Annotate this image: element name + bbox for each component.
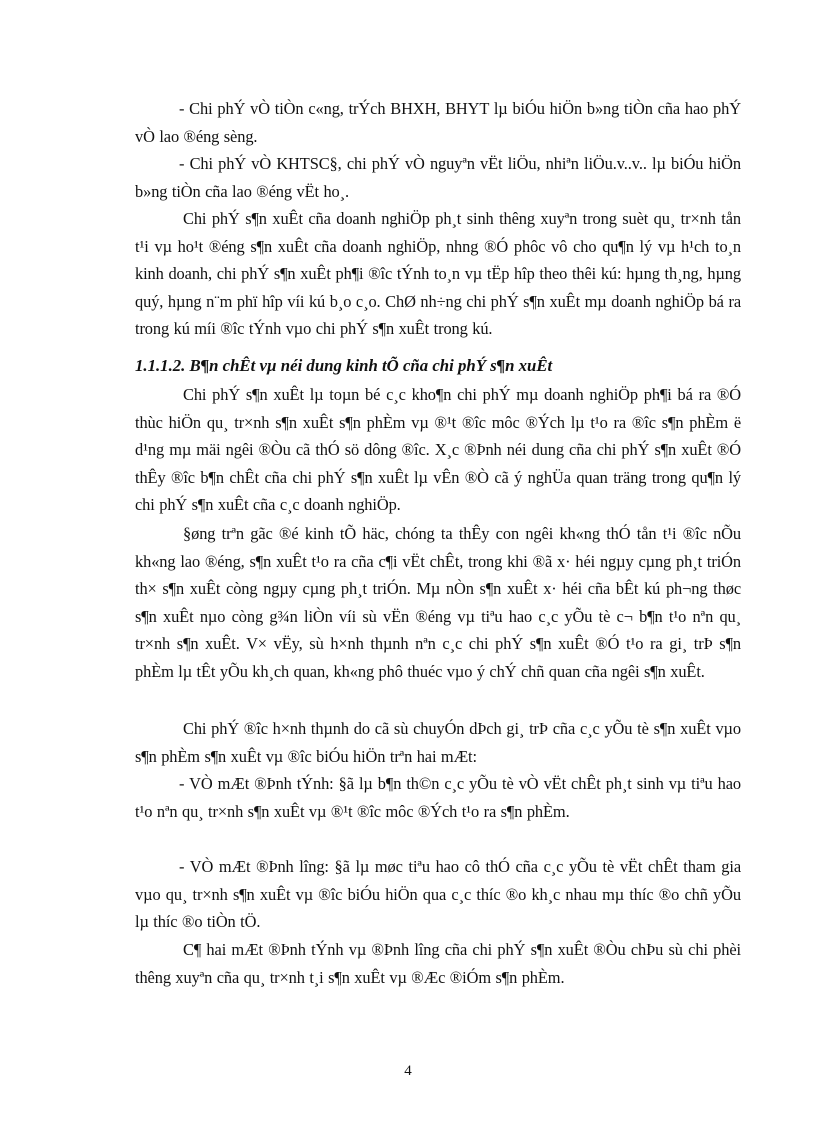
- page-number: 4: [404, 1063, 412, 1079]
- paragraph-labor-cost: - Chi phÝ vÒ tiÒn c«ng, trÝch BHXH, BHYT lµ biÓu hiÖn b»ng tiÒn cña hao phÝ vÒ lao ®éng sèng.: [135, 99, 741, 146]
- paragraph-both-aspects: C¶ hai mÆt ®Þnh tÝnh vµ ®Þnh lîng cña chi phÝ s¶n xuÊt ®Òu chÞu sù chi phèi thêng xuyªn cña qu¸ tr×nh t¸i s¶n xuÊt vµ ®Æc ®iÓm s¶n phÈm.: [135, 940, 741, 987]
- paragraph-materialized-labor: - Chi phÝ vÒ KHTSC§, chi phÝ vÒ nguyªn vËt liÖu, nhiªn liÖu.v..v.. lµ biÓu hiÖn b»ng tiÒn cña lao ®éng vËt ho¸.: [135, 154, 741, 201]
- paragraph-cost-period: Chi phÝ s¶n xuÊt cña doanh nghiÖp ph¸t sinh thêng xuyªn trong suèt qu¸ tr×nh tån t¹i vµ ho¹t ®éng s¶n xuÊt cña doanh nghiÖp, nhng ®Ó phôc vô cho qu¶n lý vµ h¹ch to¸n kinh doanh, chi phÝ s¶n xuÊt ph¶i ®îc tÝnh to¸n vµ tËp hîp theo thêi kú: hµng th¸ng, hµng quý, hµng n¨m phï hîp víi kú b¸o c¸o. ChØ nh÷ng chi phÝ s¶n xuÊt mµ doanh nghiÖp bá ra trong kú míi ®îc tÝnh vµo chi phÝ s¶n xuÊt trong kú.: [135, 209, 741, 338]
- paragraph-quantitative-aspect: - VÒ mÆt ®Þnh lîng: §ã lµ møc tiªu hao cô thÓ cña c¸c yÕu tè vËt chÊt tham gia vµo qu¸ tr×nh s¶n xuÊt vµ ®îc biÓu hiÖn qua c¸c thíc ®o kh¸c nhau mµ thíc ®o chñ yÕu lµ thíc ®o tiÒn tÖ.: [135, 857, 741, 931]
- paragraph-qualitative-aspect: - VÒ mÆt ®Þnh tÝnh: §ã lµ b¶n th©n c¸c yÕu tè vÒ vËt chÊt ph¸t sinh vµ tiªu hao t¹o nªn qu¸ tr×nh s¶n xuÊt vµ ®¹t ®îc môc ®Ých t¹o ra s¶n phÈm.: [135, 774, 741, 821]
- paragraph-cost-definition: Chi phÝ s¶n xuÊt lµ toµn bé c¸c kho¶n chi phÝ mµ doanh nghiÖp ph¶i bá ra ®Ó thùc hiÖn qu¸ tr×nh s¶n xuÊt s¶n phÈm vµ ®¹t ®îc môc ®Ých lµ t¹o ra ®îc s¶n phÈm ë d¹ng mµ mäi ngêi ®Òu cã thÓ sö dông ®îc. X¸c ®Þnh néi dung cña chi phÝ s¶n xuÊt ®Ó thÊy ®îc b¶n chÊt cña chi phÝ s¶n xuÊt lµ vÊn ®Ò cã ý nghÜa quan träng trong qu¶n lý chi phÝ s¶n xuÊt cña c¸c doanh nghiÖp.: [135, 385, 741, 514]
- paragraph-cost-formation: Chi phÝ ®îc h×nh thµnh do cã sù chuyÓn dÞch gi¸ trÞ cña c¸c yÕu tè s¶n xuÊt vµo s¶n phÈm s¶n xuÊt vµ ®îc biÓu hiÖn trªn hai mÆt:: [135, 719, 741, 766]
- section-heading: 1.1.1.2. B¶n chÊt vµ néi dung kinh tÕ cña chi phÝ s¶n xuÊt: [135, 356, 553, 375]
- paragraph-economic-view: §øng trªn gãc ®é kinh tÕ häc, chóng ta thÊy con ngêi kh«ng thÓ tån t¹i ®îc nÕu kh«ng lao ®éng, s¶n xuÊt t¹o ra cña c¶i vËt chÊt, trong khi ®ã x· héi ngµy cµng ph¸t triÓn th× s¶n xuÊt còng ngµy cµng ph¸t triÓn. Mµ nÒn s¶n xuÊt x· héi cña bÊt kú ph¬ng thøc s¶n xuÊt nµo còng g¾n liÒn víi sù vËn ®éng vµ tiªu hao c¸c yÕu tè c¬ b¶n t¹o nªn qu¸ tr×nh s¶n xuÊt. V× vËy, sù h×nh thµnh nªn c¸c chi phÝ s¶n xuÊt ®Ó t¹o ra gi¸ trÞ s¶n phÈm lµ tÊt yÕu kh¸ch quan, kh«ng phô thuéc vµo ý chÝ chñ quan cña ngêi s¶n xuÊt.: [135, 524, 741, 681]
